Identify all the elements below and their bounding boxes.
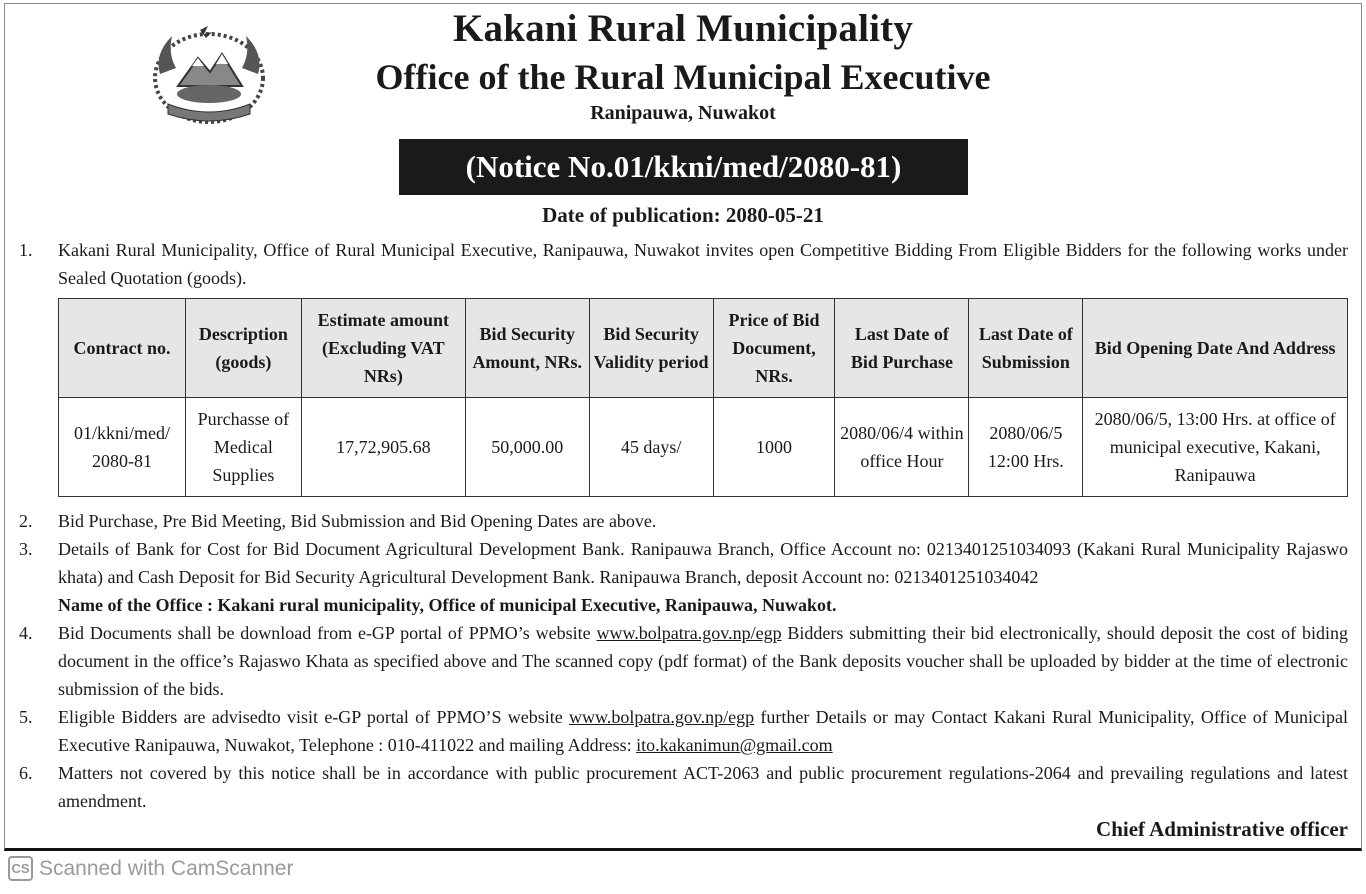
header-contract: Contract no. xyxy=(59,299,186,398)
paragraph-contact xyxy=(58,703,1348,759)
publication-date: Date of publication: 2080-05-21 xyxy=(542,203,824,227)
item-number: 5. xyxy=(19,707,33,727)
item-number: 6. xyxy=(19,763,33,783)
office-name: Name of the Office : Kakani rural municipality, Office of municipal Executive, Ranipauwa, Nuwakot. xyxy=(58,595,837,615)
egp-portal-link[interactable]: www.bolpatra.gov.np/egp xyxy=(596,623,782,643)
paragraph-bid-documents xyxy=(58,619,1348,703)
municipality-title: Kakani Rural Municipality xyxy=(452,7,914,50)
egp-portal-link[interactable]: www.bolpatra.gov.np/egp xyxy=(569,707,755,727)
header-description: Description (goods) xyxy=(185,299,301,398)
cell-price: 1000 xyxy=(713,398,835,497)
bid-table xyxy=(58,298,1348,497)
address: Ranipauwa, Nuwakot xyxy=(590,102,776,124)
cell-opening: 2080/06/5, 13:00 Hrs. at office of municipal executive, Kakani, Ranipauwa xyxy=(1083,398,1348,497)
header-price: Price of Bid Document, NRs. xyxy=(713,299,835,398)
cell-security-amount: 50,000.00 xyxy=(465,398,589,497)
cell-description: Purchasse of Medical Supplies xyxy=(185,398,301,497)
paragraph-regulations: Matters not covered by this notice shall be in accordance with public procurement ACT-2063 and public procurement regulations-2064 and prevailing regulations and latest amendment. xyxy=(58,763,1348,811)
contact-text-cont: further Details or may Contact Kakani Rural Municipality, Office of Municipal Executive Ranipauwa, Nuwakot, Telephone : 010-411022 and mailing Address: xyxy=(58,707,1348,755)
paragraph-dates: Bid Purchase, Pre Bid Meeting, Bid Submission and Bid Opening Dates are above. xyxy=(58,511,657,531)
office-title: Office of the Rural Municipal Executive xyxy=(375,57,991,97)
bank-details-text: Details of Bank for Cost for Bid Document Agricultural Development Bank. Ranipauwa Branch, Office Account no: 0213401251034093 (Kakani Rural Municipality Rajaswo khata) and Cash Deposit for Bid Security Agricultural Development Bank. Ranipauwa Branch, deposit Account no: 0213401251034042 xyxy=(58,539,1348,587)
header-security-validity: Bid Security Validity period xyxy=(589,299,713,398)
signature-title: Chief Administrative officer xyxy=(1096,817,1348,841)
camscanner-watermark xyxy=(8,856,293,881)
item-number: 4. xyxy=(19,623,33,643)
item-number: 1. xyxy=(19,240,33,260)
cell-last-purchase: 2080/06/4 within office Hour xyxy=(835,398,969,497)
cell-contract: 01/kkni/med/ 2080-81 xyxy=(59,398,186,497)
contact-text: Eligible Bidders are advisedto visit e-GP portal of PPMO’S website xyxy=(58,707,570,727)
email-link[interactable]: ito.kakanimun@gmail.com xyxy=(636,735,833,755)
table-header-row xyxy=(59,299,1348,398)
camscanner-icon: CS xyxy=(8,856,33,881)
camscanner-text: Scanned with CamScanner xyxy=(39,856,294,880)
item-number: 2. xyxy=(19,511,33,531)
item-number: 3. xyxy=(19,539,33,559)
cell-security-validity: 45 days/ xyxy=(589,398,713,497)
header-last-purchase: Last Date of Bid Purchase xyxy=(835,299,969,398)
paragraph-invitation: Kakani Rural Municipality, Office of Rural Municipal Executive, Ranipauwa, Nuwakot invites open Competitive Bidding From Eligible Bidders for the following works under Sealed Quotation (goods). xyxy=(58,240,1348,288)
header-estimate: Estimate amount (Excluding VAT NRs) xyxy=(301,299,465,398)
bid-documents-text-cont: Bidders submitting their bid electronically, should deposit the cost of biding document in the office’s Rajaswo Khata as specified above and The scanned copy (pdf format) of the Bank deposits voucher shall be uploaded by bidder at the time of electronic submission of the bids. xyxy=(58,623,1348,699)
bid-documents-text: Bid Documents shall be download from e-GP portal of PPMO’s website xyxy=(58,623,597,643)
table-row xyxy=(59,398,1348,497)
notice-number: (Notice No.01/kkni/med/2080-81) xyxy=(399,139,968,195)
header-last-submission: Last Date of Submission xyxy=(969,299,1083,398)
header-opening: Bid Opening Date And Address xyxy=(1083,299,1348,398)
cell-estimate: 17,72,905.68 xyxy=(301,398,465,497)
paragraph-bank-details xyxy=(58,535,1348,619)
cell-last-submission: 2080/06/5 12:00 Hrs. xyxy=(969,398,1083,497)
header-security-amount: Bid Security Amount, NRs. xyxy=(465,299,589,398)
